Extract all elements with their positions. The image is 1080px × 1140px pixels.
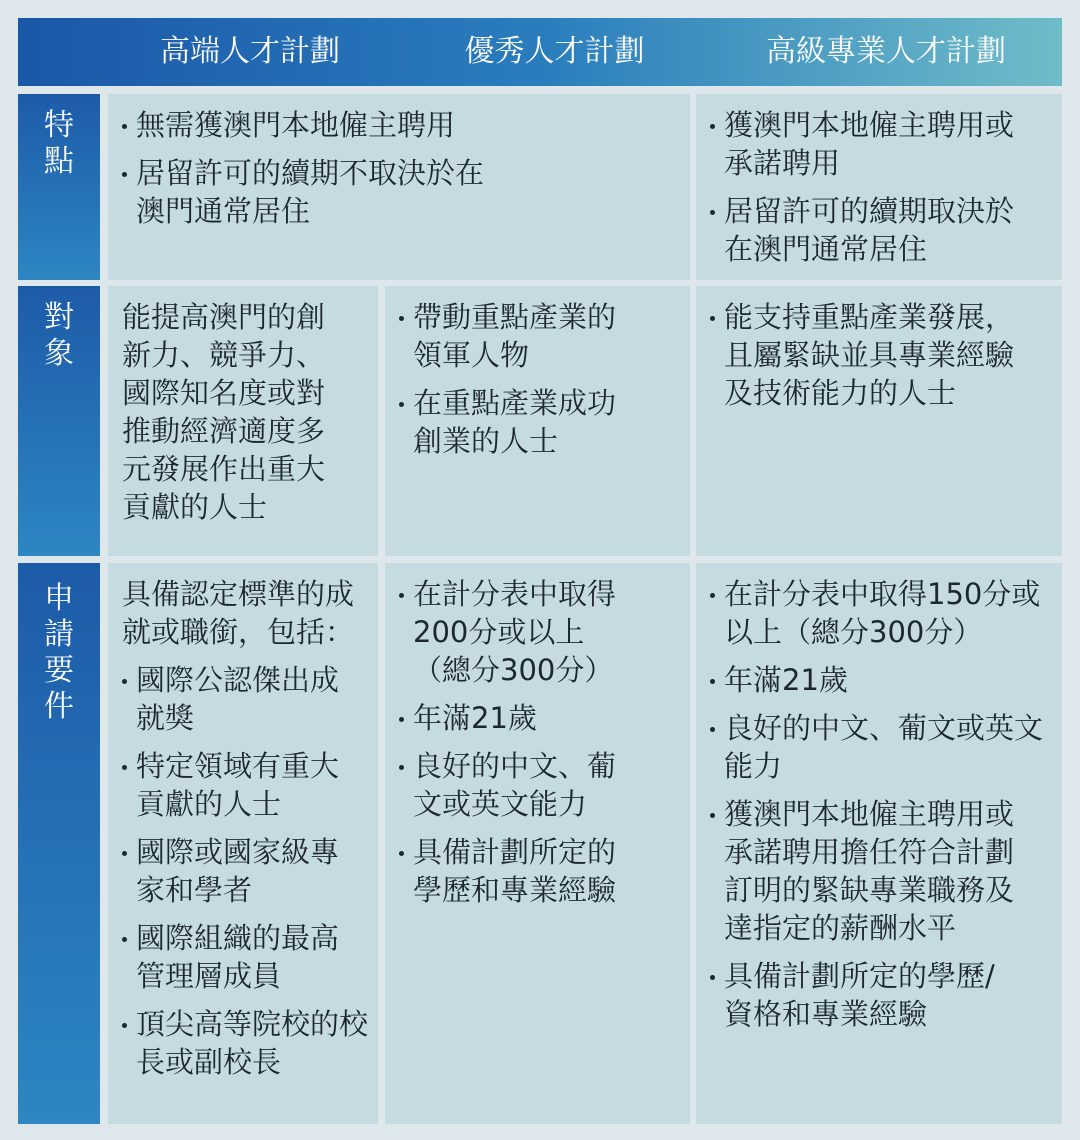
list-item: 具備計劃所定的學歷/ 資格和專業經驗 xyxy=(710,957,1052,1033)
list-item: 頂尖高等院校的校 長或副校長 xyxy=(122,1005,368,1081)
table-header xyxy=(18,18,1062,86)
targets-col3-cell xyxy=(696,286,1062,556)
cell-text: 能提高澳門的創 新力、競爭力、 國際知名度或對 推動經濟適度多 元發展作出重大 貢獻的人士 xyxy=(122,300,326,524)
row-label-char: 特 xyxy=(44,108,74,143)
list-item: 居留許可的續期取決於 在澳門通常居住 xyxy=(710,192,1052,268)
row-label-requirements xyxy=(18,563,100,1124)
row-label-targets xyxy=(18,286,100,556)
list-item: 年滿21歲 xyxy=(710,661,1052,699)
features-shared-cell xyxy=(108,94,690,280)
requirements-col3-cell xyxy=(696,563,1062,1124)
cell-intro: 具備認定標準的成 就或職銜，包括： xyxy=(122,577,355,649)
row-label-char: 對 xyxy=(44,300,74,335)
features-col3-cell xyxy=(696,94,1062,280)
row-label-char: 要 xyxy=(44,653,74,688)
list-item: 國際公認傑出成 就獎 xyxy=(122,661,368,737)
requirements-col1-cell xyxy=(108,563,378,1124)
header-senior-professional-talent: 高級專業人才計劃 xyxy=(766,34,1006,69)
list-item: 在計分表中取得150分或 以上（總分300分） xyxy=(710,575,1052,651)
list-item: 獲澳門本地僱主聘用或 承諾聘用擔任符合計劃 訂明的緊缺專業職務及 達指定的薪酬水平 xyxy=(710,795,1052,947)
row-label-features xyxy=(18,94,100,280)
row-label-char: 申 xyxy=(44,581,74,616)
list-item: 特定領域有重大 貢獻的人士 xyxy=(122,747,368,823)
row-label-char: 點 xyxy=(44,144,74,179)
targets-col2-cell xyxy=(385,286,690,556)
list-item: 國際組織的最高 管理層成員 xyxy=(122,919,368,995)
list-item: 具備計劃所定的 學歷和專業經驗 xyxy=(399,833,680,909)
header-high-end-talent: 高端人才計劃 xyxy=(160,34,340,69)
targets-col1-cell xyxy=(108,286,378,556)
list-item: 良好的中文、葡文或英文 能力 xyxy=(710,709,1052,785)
row-label-char: 件 xyxy=(44,689,74,724)
list-item: 良好的中文、葡 文或英文能力 xyxy=(399,747,680,823)
list-item: 國際或國家級專 家和學者 xyxy=(122,833,368,909)
list-item: 居留許可的續期不取決於在 澳門通常居住 xyxy=(122,154,680,230)
list-item: 在重點產業成功 創業的人士 xyxy=(399,384,680,460)
list-item: 帶動重點產業的 領軍人物 xyxy=(399,298,680,374)
talent-schemes-table xyxy=(18,18,1062,1124)
header-excellent-talent: 優秀人才計劃 xyxy=(464,34,645,69)
list-item: 在計分表中取得 200分或以上 （總分300分） xyxy=(399,575,680,689)
list-item: 能支持重點產業發展， 且屬緊缺並具專業經驗 及技術能力的人士 xyxy=(710,298,1052,412)
row-label-char: 象 xyxy=(44,336,74,371)
list-item: 獲澳門本地僱主聘用或 承諾聘用 xyxy=(710,106,1052,182)
requirements-col2-cell xyxy=(385,563,690,1124)
list-item: 無需獲澳門本地僱主聘用 xyxy=(122,106,680,144)
row-label-char: 請 xyxy=(44,617,74,652)
list-item: 年滿21歲 xyxy=(399,699,680,737)
